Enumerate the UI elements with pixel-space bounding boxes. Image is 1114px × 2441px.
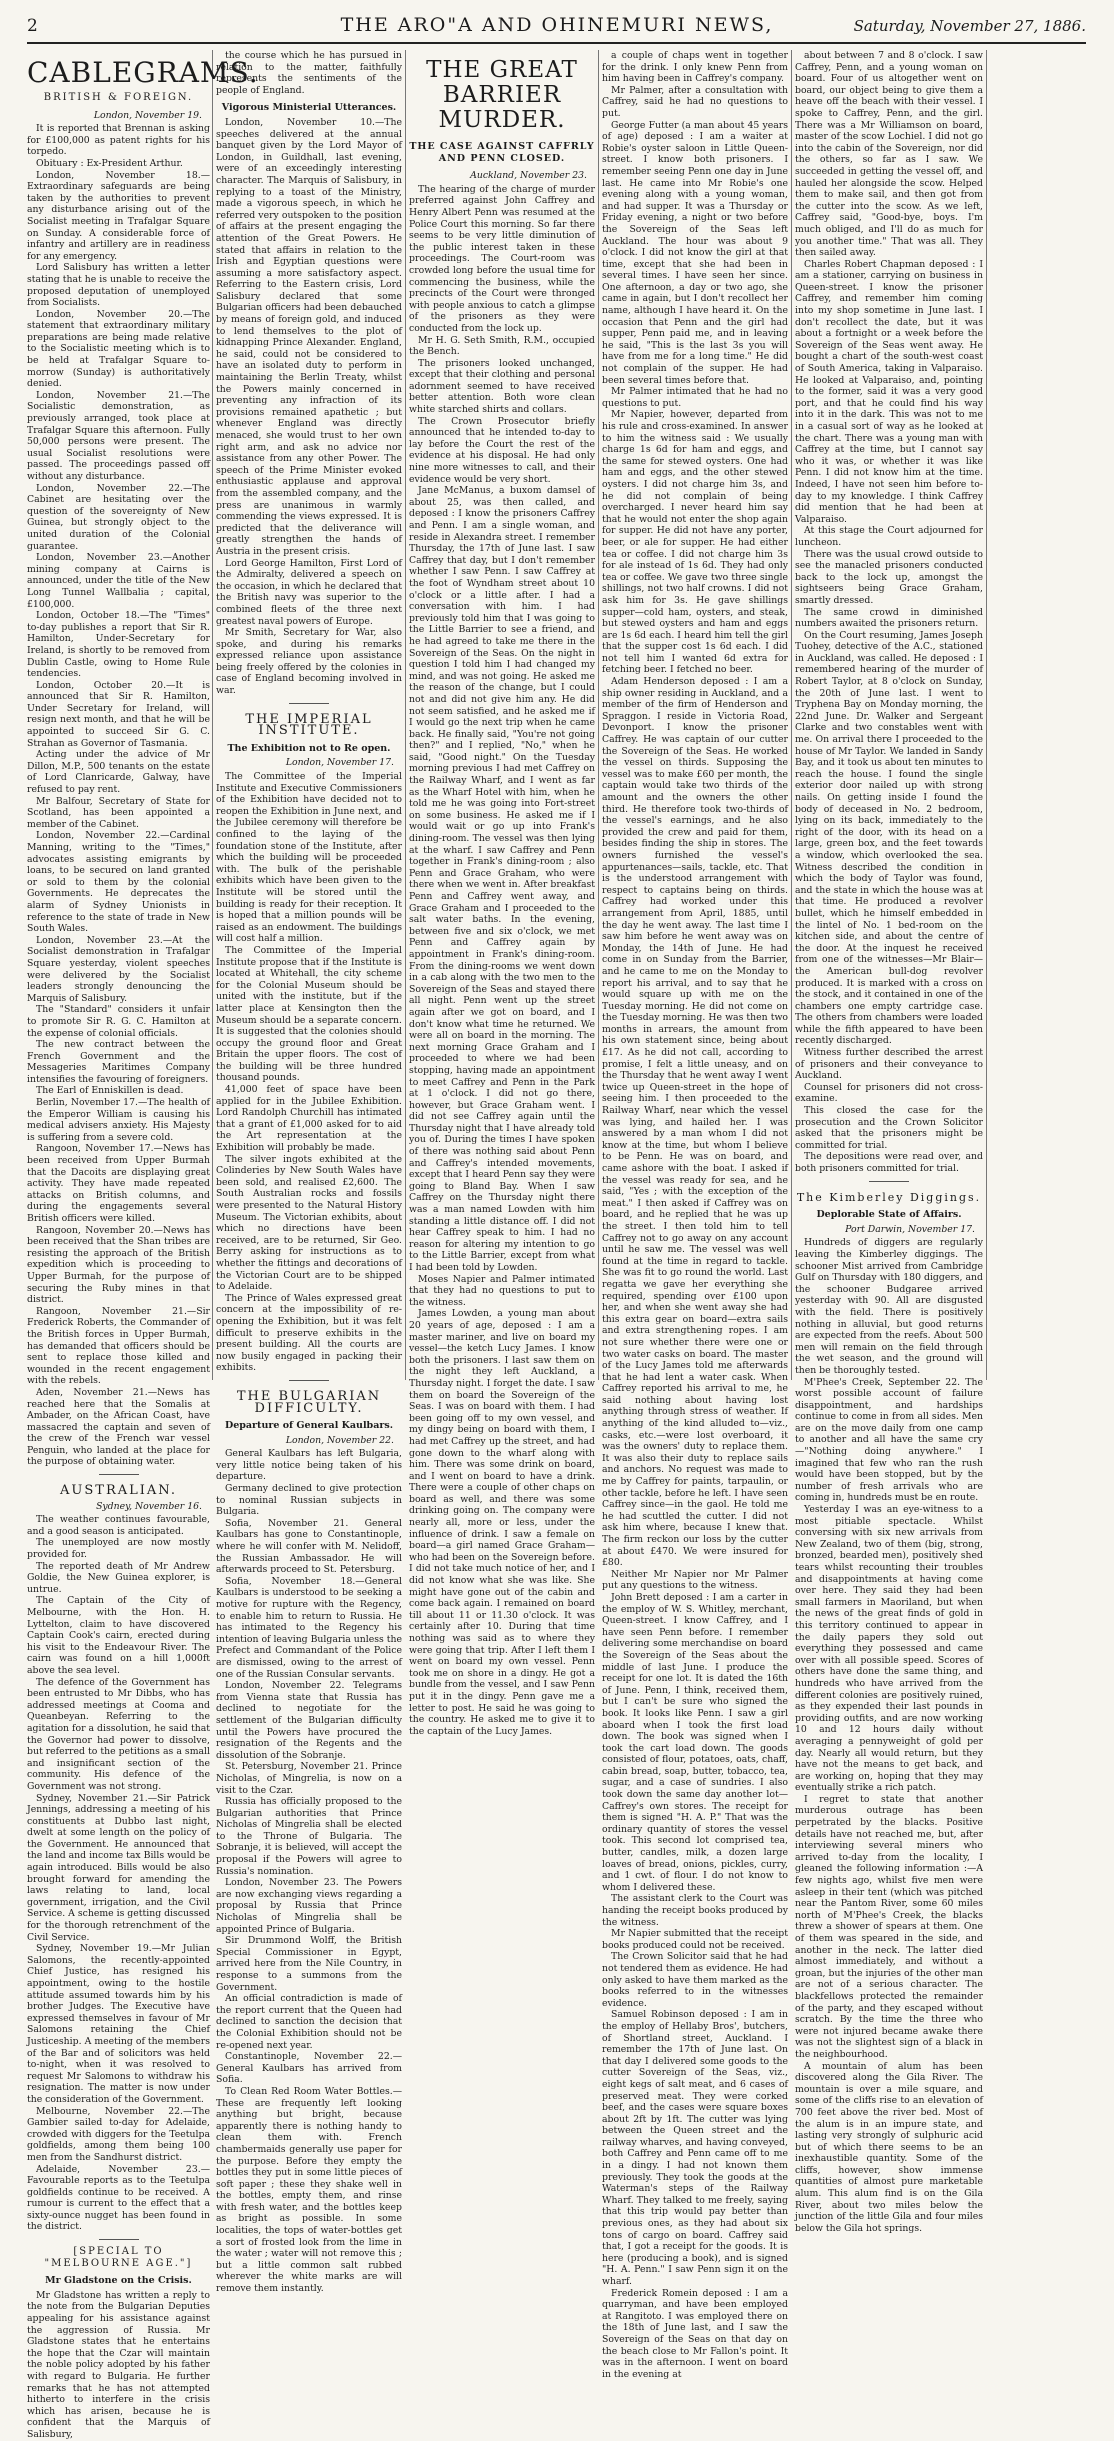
gladstone-heading: Mr Gladstone on the Crisis. <box>45 2275 192 2287</box>
dateline: London, November 19. <box>93 109 202 121</box>
column-2 <box>216 50 402 2295</box>
vigorous-heading: Vigorous Ministerial Utterances. <box>221 102 397 114</box>
paragraph: At this stage the Court adjourned for luncheon. <box>795 525 983 548</box>
bulgarian-heading: THE BULGARIAN DIFFICULTY. <box>236 1388 382 1416</box>
column-6-margin <box>990 50 1088 1380</box>
paragraph: London, November 20.—The statement that extraordinary military preparations are being made relative to the Socialistic meeting which is to be held at Trafalgar Square to-morrow (Sunday) is authoritatively denied. <box>27 308 210 390</box>
paragraph: Frederick Romein deposed : I am a quarryman, and have been employed at Rangitoto. I was employed there on the 18th of June last, and I saw the Sovereign of the Seas on that day on the beach close to Mr Fallon's point. It was in the afternoon. I went on board in the evening at <box>602 2287 788 2380</box>
paragraph: Mr Napier, however, departed from his rule and cross-examined. In answer to him the witness said : We usually charge 1s 6d for ham and eggs, and the same for stewed oysters. One had ham and eggs, and the other stewed oysters. I did not charge him 3s, and he did not complain of being overcharged. I never heard him say that he would not enter the shop again for supper. He did not have any porter, beer, or ale for supper. He had either tea or coffee. I did not charge him 3s for ale instead of 1s 6d. They had only tea or coffee. We gave two three single shillings, not two half crowns. I did not ask him for 3s. He gave shillings supper—cold ham, oysters, and steak, but stewed oysters and ham and eggs are 1s 6d each. I heard him tell the girl that the supper cost 1s 6d each. I did not tell him I wanted 6d extra for fetching beer. I fetched no beer. <box>602 409 788 676</box>
paragraph: London, November 21.—The Socialistic demonstration, as previously arranged, took place at Trafalgar Square this afternoon. Fully 50,000 persons were present. The usual Socialist resolutions were passed. The proceedings passed off without any disturbance. <box>27 389 210 482</box>
paragraph: Sofia, November 18.—General Kaulbars is understood to be seeking a motive for rupture with the Regency, to enable him to return to Russia. He has intimated to the Regency his intention of leaving Bulgaria unless the Prefect and Commandant of the Police are dismissed, owing to the arrest of one of the Russian Consular servants. <box>216 1575 402 1680</box>
masthead <box>0 0 1114 50</box>
cablegram-items <box>27 123 210 1468</box>
paragraph: The prisoners looked unchanged, except that their clothing and personal adornment seemed to have received better attention. Both wore clean white starched shirts and collars. <box>409 357 595 416</box>
column-5 <box>795 50 983 2234</box>
paragraph: General Kaulbars has left Bulgaria, very little notice being taken of his departure. <box>216 1448 402 1483</box>
paragraph: The Crown Prosecutor briefly announced that he intended to-day to lay before the Court the rest of the evidence at his disposal. He had only nine more witnesses to call, and their evidence would be very short. <box>409 415 595 485</box>
paragraph: Adam Henderson deposed : I am a ship owner residing in Auckland, and a member of the firm of Henderson and Spraggon. I reside in Victoria Road, Devonport. I know the prisoner Caffrey. He was captain of our cutter the Sovereign of the Seas. He worked the vessel on thirds. Supposing the vessel was to make £60 per month, the captain would take two thirds of the amount and the owners the other third. He therefore took two-thirds of the vessel's earnings, and he also provided the crew and paid for them, besides finding the ship in stores. The owners furnished the vessel's appurtenances—sails, tackle, etc. That is the understood arrangement with respect to captains being on thirds. Caffrey had worked under this arrangement from April, 1885, until the day he went away. The last time I saw him before he went away was on Monday, the 14th of June. He had come in on Sunday from the Barrier, and he came to me on the Monday to report his arrival, and to say that he would square up with me on the Tuesday morning. He did not come on the Tuesday morning. He was then two months in arrears, the amount from his own statement since, being about £17. As he did not call, according to promise, I felt a little uneasy, and on the Thursday that he went away I went twice up Queen-street in the hope of seeing him. I then proceeded to the Railway Wharf, near which the vessel was lying, and hailed her. I was answered by a man whom I did not know at the time, but whom I believe to be Penn. He was on board, and came ashore with the boat. I asked if the vessel was ready for sea, and he said, "Yes ; with the exception of the meat." I then asked if Caffrey was on board, and he replied that he was up the street. I then told him to tell Caffrey not to go away on any account until he saw me. The vessel was well found at the time in regard to tackle. She was fit to go round the world. Last regatta we gave her everything she required, spending over £100 upon her, and when she went away she had this extra gear on board—extra sails and extra strengthening ropes. I am not sure whether there were one or two water casks on board. The master of the Lucy James told me afterwards that he had lent a water cask. When Caffrey reported his arrival to me, he said nothing about having lost anything through stress of weather. If anything of the kind alluded to—viz., casks, etc.—were lost overboard, it was the owners' duty to replace them. It was also their duty to replace sails and anchors. No request was made to me by Caffrey for paints, tarpaulin, or other tackle, before he left. I have seen Caffrey since—in the gaol. He told me he had scuttled the cutter. I did not ask him where, because I knew that. The firm reckon our loss by the cutter at about £470. We were insured for £80. <box>602 676 788 1569</box>
paragraph: To Clean Red Room Water Bottles.—These are frequently left looking anything but bright, because apparently there is nothing handy to clean them with. French chambermaids generally use paper for the purpose. Before they empty the bottles they put in some little pieces of soft paper ; these they shake well in the bottles, empty them, and rinse with fresh water, and the bottles keep as bright as possible. In some localities, the tops of water-bottles get a sort of frosted look from the lime in the water ; water will not remove this ; but a little common salt rubbed wherever the white marks are will remove them instantly. <box>216 2085 402 2295</box>
paragraph: Mr Balfour, Secretary of State for Scotland, has been appointed a member of the Cabinet. <box>27 795 210 830</box>
kimberley-subheading: Deplorable State of Affairs. <box>816 1209 962 1221</box>
issue-date: Saturday, November 27, 1886. <box>853 17 1086 35</box>
vigorous-items <box>216 117 402 697</box>
murder-items <box>409 184 595 1738</box>
masthead-rule <box>27 42 1086 44</box>
column-rule <box>986 50 987 1380</box>
paragraph: Neither Mr Napier nor Mr Palmer put any questions to the witness. <box>602 1568 788 1592</box>
great-barrier-subheading: THE CASE AGAINST CAFFRLY AND PENN CLOSED. <box>409 141 595 164</box>
newspaper-title: THE ARO"A AND OHINEMURI NEWS, <box>340 14 774 36</box>
paragraph: London, November 22.—The Cabinet are hesitating over the question of the sovereignty of New Guinea, but strongly object to the united duration of the Colonial guarantee. <box>27 482 210 552</box>
paragraph: London, November 18.—Extraordinary safeguards are being taken by the authorities to prevent any disturbance arising out of the Socialist meeting in Trafalgar Square on Sunday. A considerable force of infantry and artillery are in readiness for any emergency. <box>27 169 210 262</box>
paragraph: Mr Smith, Secretary for War, also spoke, and during his remarks expressed reliance upon assistance being freely offered by the colonies in case of England becoming involved in war. <box>216 627 402 697</box>
paragraph: Yesterday I was an eye-witness to a most pitiable spectacle. Whilst conversing with six new arrivals from New Zealand, two of them (big, strong, bronzed, bearded men), positively shed tears whilst recounting their troubles and disappointments at having come over here. They said they had been small farmers in Maoriland, but when the news of the great finds of gold in this territory continued to appear in the daily papers they sold out everything they possessed and came over with all possible speed. Scores of others have done the same thing, and hundreds who have arrived from the different colonies are positively ruined, as they expended their last pounds in providing outfits, and are now working 10 and 12 hours daily without averaging a pennyweight of gold per day. Nearly all would return, but they have not the means to get back, and are working on, hoping that they may eventually strike a rich patch. <box>795 1504 983 1794</box>
paragraph: Sydney, November 19.—Mr Julian Salomons, the recently-appointed Chief Justice, has resigned his appointment, owing to the hostile attitude assumed towards him by his brother Judges. The Executive have expressed themselves in favour of Mr Salomons retaining the Chief Justiceship. A meeting of the members of the Bar and of solicitors was held to-night, when it was resolved to request Mr Salomons to withdraw his resignation. The matter is now under the consideration of the Government. <box>27 1943 210 2105</box>
gladstone-items <box>27 2290 210 2441</box>
paragraph: London, November 23. The Powers are now exchanging views regarding a proposal by Russia that Prince Nicholas of Mingrelia shall be appointed Prince of Bulgaria. <box>216 1877 402 1935</box>
paragraph: London, November 22.—Cardinal Manning, writing to the "Times," advocates assisting emigrants by loans, to be secured on land granted or sold to them by the colonial Governments. He deprecates the alarm of Sydney Unionists in reference to the state of trade in New South Wales. <box>27 830 210 935</box>
imperial-items <box>216 771 402 1374</box>
paragraph: London, November 10.—The speeches delivered at the annual banquet given by the Lord Mayor of London, in Guildhall, last evening, were of an exceedingly interesting character. The Marquis of Salisbury, in replying to a toast of the Ministry, made a vigorous speech, in which he referred very outspoken to the position of affairs at the present engaging the attention of the Great Powers. He stated that affairs in relation to the Irish and Egyptian questions were assuming a more satisfactory aspect. Referring to the Eastern crisis, Lord Salisbury declared that some Bulgarian officers had been debauched by means of foreign gold, and induced to lend themselves to the plot of kidnapping Prince Alexander. England, he said, could not be considered to have an isolated duty to perform in maintaining the Berlin Treaty, whilst the Powers mainly concerned in preventing any infraction of its provisions remained apathetic ; but whenever England was directly menaced, she would trust to her own right arm, and ask no advice nor assistance from any other Power. The speech of the Prime Minister evoked enthusiastic applause and approval from the assembled company, and the press are unanimous in warmly commending the views expressed. It is predicted that the deliverance will greatly strengthen the hands of Austria in the present crisis. <box>216 116 402 557</box>
bulgarian-subheading: Departure of General Kaulbars. <box>224 1420 394 1432</box>
paragraph: Hundreds of diggers are regularly leaving the Kimberley diggings. The schooner Mist arrived from Cambridge Gulf on Thursday with 180 diggers, and the schooner Budgaree arrived yesterday with 90. All are disgusted with the field. There is positively nothing in alluvial, but good returns are expected from the reefs. About 500 men will remain on the field through the wet season, and the ground will then be thoroughly tested. <box>795 1237 983 1376</box>
paragraph: James Lowden, a young man about 20 years of age, deposed : I am a master mariner, and live on board my vessel—the ketch Lucy James. I know both the prisoners. I last saw them on the night they left Auckland, a Thursday night. I forget the date. I saw them on board the Sovereign of the Seas. I was on board with them. I had been going off to my own vessel, and my dingy being on board with them, I had met Caffrey up the street, and had gone down to the wharf along with him. There was some drink on board, and I went on board to have a drink. There were a couple of other chaps on board as well, and there was some drinking going on. The company were nearly all, more or less, under the influence of drink. I saw a female on board—a girl named Grace Graham—who had been on the Sovereign before. I did not take much notice of her, and I did not know what she was like. She might have gone out of the cabin and come back again. I remained on board till about 11 or 11.30 o'clock. It was certainly after 10. During that time nothing was said as to where they were going that trip. After I left them I went on board my own vessel. Penn took me on shore in a dingy. He got a bundle from the vessel, and I saw Penn put it in the dingy. Penn gave me a letter to post. He said he was going to the country. He asked me to give it to the captain of the Lucy James. <box>409 1308 595 1737</box>
paragraph: Mr H. G. Seth Smith, R.M., occupied the Bench. <box>409 334 595 358</box>
column-3 <box>409 50 595 1737</box>
paragraph: It is reported that Brennan is asking for £100,000 as patent rights for his torpedo. <box>27 123 210 158</box>
imperial-subheading: The Exhibition not to Re open. <box>227 742 391 754</box>
paragraph: The reported death of Mr Andrew Goldie, the New Guinea explorer, is untrue. <box>27 1560 210 1595</box>
paragraph: The new contract between the French Government and the Messageries Maritimes Company intensifies the favouring of foreigners. <box>27 1039 210 1085</box>
paragraph: The silver ingots exhibited at the Colinderies by New South Wales have been sold, and realised £2,600. The South Australian rocks and fossils were presented to the Natural History Museum. The Victorian exhibits, about which no directions have been received, are to be returned, Sir Geo. Berry asking for instructions as to whether the fittings and decorations of the Victorian Court are to be shipped to Adelaide. <box>216 1153 402 1293</box>
paragraph: Berlin, November 17.—The health of the Emperor William is causing his medical advisers anxiety. His Majesty is suffering from a severe cold. <box>27 1097 210 1143</box>
paragraph: 41,000 feet of space have been applied for in the Jubilee Exhibition. Lord Randolph Churchill has intimated that a grant of £1,000 asked for to aid the Art representation at the Exhibition will probably be made. <box>216 1084 402 1154</box>
paragraph: Obituary : Ex-President Arthur. <box>36 157 183 169</box>
section-rule <box>289 703 329 704</box>
paragraph: Lord George Hamilton, First Lord of the Admiralty, delivered a speech on the occasion, in which he declared that the British navy was superior to the combined fleets of the three next greatest naval powers of Europe. <box>216 557 402 627</box>
dateline: London, November 17. <box>285 757 394 769</box>
continued-items <box>216 50 402 96</box>
paragraph: I regret to state that another murderous outrage has been perpetrated by the blacks. Positive details have not reached me, but, after interviewing several miners who arrived to-day from the locality, I gleaned the following information :—A few nights ago, whilst five men were asleep in their tent (which was pitched near the Pantom River, some 60 miles north of M'Phee's Creek, the blacks threw a shower of spears at them. One of them was speared in the side, and another in the neck. The latter died almost immediately, and without a groan, but the injuries of the other man are not of a serious character. The blackfellows protected the remainder of the party, and they escaped without scratch. By the time the three who were not injured became awake there was not the slightest sign of a black in the neighbourhood. <box>795 1793 983 2060</box>
paragraph: Moses Napier and Palmer intimated that they had no questions to put to the witness. <box>409 1273 595 1308</box>
paragraph: The unemployed are now mostly provided for. <box>27 1537 210 1561</box>
paragraph: The "Standard" considers it unfair to promote Sir R. G. C. Hamilton at the expense of colonial officials. <box>27 1004 210 1039</box>
paragraph: London, November 23.—At the Socialist demonstration in Trafalgar Square yesterday, violent speeches were delivered by the Socialist leaders strongly denouncing the Marquis of Salisbury. <box>27 934 210 1004</box>
paragraph: The Earl of Enniskillen is dead. <box>36 1085 184 1097</box>
paragraph: London, November 22. Telegrams from Vienna state that Russia has declined to negotiate for the settlement of the Bulgarian difficulty until the Powers have procured the resignation of the Regents and the dissolution of the Sobranje. <box>216 1680 402 1761</box>
paragraph: Jane McManus, a buxom damsel of about 25, was then called, and deposed : I know the prisoners Caffrey and Penn. I am a single woman, and reside in Alexandra street. I remember Thursday, the 17th of June last. I saw Caffrey that day, but I don't remember whether I saw Penn. I saw Caffrey at the foot of Wyndham street about 10 o'clock or a little after. I had a conversation with him. I had previously told him that I was going to the Little Barrier to see a friend, and he had agreed to take me there in the Sovereign of the Seas. On the night in question I told him I had changed my mind, and was not going. He asked me the reason of the change, but I could not and did not give him any. He did not seem satisfied, and he asked me if I would go the next trip when he came back. He finally said, "You're not going then?" and I replied, "No," when he said, "Good night." On the Tuesday morning previous I had met Caffrey on the Railway Wharf, and I went as far as the Wharf Hotel with him, when he told me he was going into Fort-street on some business. He asked me if I would wait or go up into Frank's dining-room. The vessel was then lying at the wharf. I saw Caffrey and Penn together in Frank's dining-room ; also Penn and Grace Graham, who were there when we went in. After breakfast Penn and Caffrey went away, and Grace Graham and I proceeded to the salt water baths. In the evening, between five and six o'clock, we met Penn and Caffrey again by appointment in Frank's dining-room. From the dining-rooms we went down in a cab along with the two men to the Sovereign of the Seas and stayed there all night. Penn went up the street again after we got on board, and I don't know what time he returned. We were all on board in the morning. The next morning Grace Graham and I proceeded to where we had been stopping, having made an appointment to meet Caffrey and Penn in the Park at 1 o'clock. I did not go there, however, but Grace Graham went. I did not see Caffrey again until the Thursday night that I have already told you of. During the times I have spoken of there was nothing said about Penn and Caffrey's intended movements, except that I heard Penn say they were going to Bland Bay. When I saw Caffrey on the Thursday night there was a man named Lowden with him standing a little distance off. I did not hear Caffrey speak to him. I had no reason for altering my intention to go to the Little Barrier, except from what I had been told by Lowden. <box>409 485 595 1273</box>
paragraph: The hearing of the charge of murder preferred against John Caffrey and Henry Albert Penn was resumed at the Police Court this morning. So far there seems to be very little diminution of the public interest taken in these proceedings. The Court-room was crowded long before the usual time for commencing the business, while the precincts of the Court were thronged with people anxious to catch a glimpse of the prisoners as they were conducted from the lock up. <box>409 183 595 334</box>
paragraph: The Committee of the Imperial Institute propose that if the Institute is located at Whitehall, the city scheme for the Colonial Museum should be united with the institute, but if the latter place at Kensington then the Museum should be a separate concern. It is suggested that the colonies should occupy the ground floor and Great Britain the upper floors. The cost of the building will be three hundred thousand pounds. <box>216 944 402 1084</box>
paragraph: Adelaide, November 23.—Favourable reports as to the Teetulpa goldfields continue to be received. A rumour is current to the effect that a sixty-ounce nugget has been found in the district. <box>27 2163 210 2233</box>
paragraph: London, October 20.—It is announced that Sir R. Hamilton, Under Secretary for Ireland, will resign next month, and that he will be appointed to succeed Sir G. C. Strahan as Governor of Tasmania. <box>27 679 210 749</box>
paragraph: George Futter (a man about 45 years of age) deposed : I am a waiter at Robie's oyster saloon in Little Queen-street. I know both prisoners. I remember seeing Penn one day in June last. He came into Mr Robie's one evening along with a young woman, and had supper. It was a Thursday or Friday evening, a night or two before the Sovereign of the Seas left Auckland. The hour was about 9 o'clock. I did not know the girl at that time, except that she had been in several times. I have seen her since. One afternoon, a day or two ago, she came in again, but I don't recollect her name, although I have heard it. On the occasion that Penn and the girl had supper, Penn paid me, and in leaving he said, "This is the last 3s you will have from me for a long time." He did not complain of the supper. He had been several times before that. <box>602 119 788 386</box>
paragraph: Acting under the advice of Mr Dillon, M.P., 500 tenants on the estate of Lord Clanricarde, Galway, have refused to pay rent. <box>27 749 210 796</box>
paragraph: Mr Napier submitted that the receipt books produced could not be received. <box>602 1928 788 1951</box>
paragraph: Lord Salisbury has written a letter stating that he is unable to receive the proposed deputation of unemployed from Socialists. <box>27 262 210 309</box>
paragraph: The Captain of the City of Melbourne, with the Hon. H. Lyttelton, claim to have discovered Captain Cook's cairn, erected during his visit to the Endeavour River. The cairn was found on a hill 1,000ft above the sea level. <box>27 1595 210 1676</box>
paragraph: The Committee of the Imperial Institute and Executive Commissioners of the Exhibition have decided not to reopen the Exhibition in June next, and the Jubilee ceremony will therefore be confined to the laying of the foundation stone of the Institute, after which the building will be proceeded with. The bulk of the perishable exhibits which have been given to the Institute will be stored until the building is ready for their reception. It is hoped that a million pounds will be raised as an endowment. The buildings will cost half a million. <box>216 771 402 945</box>
bulgarian-items <box>216 1448 402 2294</box>
column-1 <box>27 50 259 2440</box>
paragraph: On the Court resuming, James Joseph Tuohey, detective of the A.C., stationed in Auckland, was called. He deposed : I remembered hearing of the murder of Robert Taylor, at 8 o'clock on Sunday, the 20th of June last. I went to Tryphena Bay on Monday morning, the 22nd June. Dr. Walker and Sergeant Clarke and two constables went with me. On arrival there I proceeded to the house of Mr Taylor. We landed in Sandy Bay, and it took us about ten minutes to reach the house. I found the single exterior door nailed up with strong nails. On getting inside I found the body of deceased in No. 2 bedroom, lying on its back, immediately to the right of the door, with its head on a large, green box, and the feet towards a window, which overlooked the sea. Witness described the condition in which the body of Taylor was found, and the state in which the house was at that time. He produced a revolver bullet, which he himself embedded in the lintel of No. 1 bed-room on the kitchen side, and about the centre of the door. At the inquest he received from one of the witnesses—Mr Blair—the American bull-dog revolver produced. It is marked with a cross on the stock, and it contained in one of the chambers one empty cartridge case. The others from chambers were loaded while the fifth appeared to have been recently discharged. <box>795 629 983 1047</box>
paragraph: about between 7 and 8 o'clock. I saw Caffrey, Penn, and a young woman on board. Four of us altogether went on board, our object being to give them a heave off the beach with their vessel. I spoke to Caffrey, Penn, and the girl. There was a Mr Williamson on board, master of the scow Lochiel. I did not go into the cabin of the Sovereign, nor did the others, so far as I saw. We succeeded in getting the vessel off, and hauled her alongside the scow. Helped them to make sail, and then got from the cutter into the scow. As we left, Caffrey said, "Good-bye, boys. I'm much obliged, and I'll do as much for you another time." That was all. They then sailed away. <box>795 50 983 259</box>
paragraph: Sydney, November 21.—Sir Patrick Jennings, addressing a meeting of his constituents at Dubbo last night, dwelt at some length on the policy of the Government. He announced that the land and income tax Bills would be again introduced. Bills would be also brought forward for amending the laws relating to land, local government, irrigation, and the Civil Service. A scheme is getting discussed for the thorough retrenchment of the Civil Service. <box>27 1792 210 1943</box>
column-rule <box>598 50 599 1380</box>
paragraph: Rangoon, November 21.—Sir Frederick Roberts, the Commander of the British forces in Upper Burmah, has demanded that officers should be sent to replace those killed and wounded in the recent engagement with the rebels. <box>27 1305 210 1387</box>
paragraph: Charles Robert Chapman deposed : I am a stationer, carrying on business in Queen-street. I know the prisoner Caffrey, and remember him coming into my shop sometime in June last. I don't recollect the date, but it was about a fortnight or a week before the Sovereign of the Seas went away. He bought a chart of the south-west coast of South America, taking in Valparaiso. He looked at Valparaiso, and, pointing to the former, said it was a very good port, and that he could find his way into it in the dark. This was not to me in a casual sort of way as he looked at the chart. There was a young man with Caffrey at the time, but I cannot say who it was, or whether it was like Penn. I did not know him at the time. Indeed, I have not seen him before to-day to my knowledge. I think Caffrey did mention that he had been at Valparaiso. <box>795 258 983 525</box>
paragraph: The Prince of Wales expressed great concern at the impossibility of re-opening the Exhibition, but it was felt difficult to preserve exhibits in the present building. All the courts are now busily engaged in packing their exhibits. <box>216 1292 402 1374</box>
cablegrams-heading: CABLEGRAMS. <box>27 56 259 89</box>
dateline: London, November 22. <box>285 1434 394 1446</box>
section-rule <box>869 1181 909 1182</box>
special-label: [SPECIAL TO "MELBOURNE AGE."] <box>44 2246 193 2269</box>
murder-items-end <box>795 50 983 1175</box>
paragraph: Samuel Robinson deposed : I am in the employ of Hellaby Bros', butchers, of Shortland street, Auckland. I remember the 17th of June last. On that day I delivered some goods to the cutter Sovereign of the Seas, viz., eight kegs of salt meat, and 6 cases of preserved meat. They were corked beef, and the cases were square boxes about 2ft by 1ft. The cutter was lying between the Queen street and the railway wharves, and having conveyed, both Caffrey and Penn came off to me in a dingy. I had not known them previously. They took the goods at the Waterman's steps of the Railway Wharf. They talked to me freely, saying that this trip would pay better than previous ones, as they had about six tons of cargo on board. Caffrey said that, I got a receipt for the goods. It is here (producing a book), and is signed "H. A. Penn." I saw Penn sign it on the wharf. <box>602 2009 788 2287</box>
paragraph: Russia has officially proposed to the Bulgarian authorities that Prince Nicholas of Mingrelia shall be elected to the Throne of Bulgaria. The Sobranje, it is believed, will accept the proposal if the Powers will agree to Russia's nomination. <box>216 1796 402 1877</box>
section-rule <box>289 1380 329 1381</box>
paragraph: This closed the case for the prosecution and the Crown Solicitor asked that the prisoners might be committed for trial. <box>795 1105 983 1151</box>
paragraph: Sofia, November 21. General Kaulbars has gone to Constantinople, where he will confer with M. Nelidoff, the Russian Ambassador. He will afterwards proceed to St. Petersburg. <box>216 1517 402 1576</box>
paragraph: St. Petersburg, November 21. Prince Nicholas, of Mingrelia, is now on a visit to the Czar. <box>216 1761 402 1796</box>
paragraph: Germany declined to give protection to nominal Russian subjects in Bulgaria. <box>216 1483 402 1518</box>
paragraph: Witness further described the arrest of prisoners and their conveyance to Auckland. <box>795 1047 983 1082</box>
section-rule <box>99 1474 139 1475</box>
british-foreign-subheading: BRITISH & FOREIGN. <box>43 92 194 103</box>
paragraph: An official contradiction is made of the report current that the Queen had declined to sanction the decision that the Colonial Exhibition should not be re-opened next year. <box>216 1993 402 2051</box>
paragraph: The defence of the Government has been entrusted to Mr Dibbs, who has addressed meetings at Cooma and Queanbeyan. Referring to the agitation for a dissolution, he said that the Governor had power to dissolve, but referred to the petitions as a small and insignificant section of the community. His defence of the Government was not strong. <box>27 1676 210 1792</box>
column-4 <box>602 50 788 2380</box>
kimberley-items <box>795 1237 983 2234</box>
section-rule <box>99 2239 139 2240</box>
dateline: Sydney, November 16. <box>96 1500 202 1512</box>
kimberley-heading: The Kimberley Diggings. <box>796 1190 982 1204</box>
paragraph: Sir Drummond Wolff, the British Special Commissioner in Egypt, arrived here from the Nile Country, in response to a summons from the Government. <box>216 1935 402 1993</box>
paragraph: Aden, November 21.—News has reached here that the Somalis at Ambader, on the African Coast, have massacred the captain and seven of the crew of the French war vessel Penguin, who landed at the place for the purpose of obtaining water. <box>27 1386 210 1468</box>
paragraph: Mr Gladstone has written a reply to the note from the Bulgarian Deputies appealing for his assistance against the aggression of Russia. Mr Gladstone states that he entertains the hope that the Czar will maintain the noble policy adopted by his father with regard to Bulgaria. He further remarks that he has not attempted hitherto to interfere in the crisis which has arisen, because he is confident that the Marquis of Salisbury, <box>27 2289 210 2440</box>
dateline: Port Darwin, November 17. <box>845 1223 975 1235</box>
australian-items <box>27 1514 210 2233</box>
great-barrier-heading: THE GREAT BARRIER MURDER. <box>426 57 578 133</box>
paragraph: Rangoon, November 20.—News has been received that the Shan tribes are resisting the approach of the British expedition which is proceeding to Upper Burmah, for the purpose of securing the Ruby mines in that district. <box>27 1224 210 1306</box>
paragraph: Counsel for prisoners did not cross-examine. <box>795 1081 983 1105</box>
paragraph: A mountain of alum has been discovered along the Gila River. The mountain is over a mile square, and some of the cliffs rise to an elevation of 700 feet above the river bed. Most of the alum is in an impure state, and lasting very strongly of sulphuric acid but of which there seems to be an inexhaustible quantity. Some of the cliffs, however, show immense quantities of almost pure marketable alum. This alum find is on the Gila River, about two miles below the junction of the little Gila and four miles below the Gila hot springs. <box>795 2060 983 2234</box>
paragraph: John Brett deposed : I am a carter in the employ of W. S. Whitley, merchant, Queen-street. I know Caffrey, and I have seen Penn before. I remember delivering some merchandise on board the Sovereign of the Seas about the middle of last June. I produce the receipt for one lot. It is dated the 16th of June. Penn, I think, received them, but I can't be sure who signed the book. It looks like Penn. I saw a girl aboard when I took the first load down. The book was signed when I took the cart load down. The goods consisted of flour, potatoes, oats, chaff, cabin bread, soap, butter, tobacco, tea, sugar, and a case of sundries. I also took down the same day another lot—Caffrey's own stores. The receipt for them is signed "H. A. P." That was the ordinary quantity of stores the vessel took. This second lot comprised tea, butter, candles, milk, a dozen large loaves of bread, onions, pickles, curry, and 1 cwt. of flour. I do not know to whom I delivered these. <box>602 1591 788 1893</box>
page-number: 2 <box>27 16 38 36</box>
paragraph: The Crown Solicitor said that he had not tendered them as evidence. He had only asked to have them marked as the books referred to in the witnesses evidence. <box>602 1951 788 2009</box>
paragraph: M'Phee's Creek, September 22. The worst possible account of failure disappointment, and hardships continue to come in from all sides. Men are on the move daily from one camp to another and all have the same cry—"Nothing doing anywhere." I imagined that few who ran the rush would have been stopped, but by the number of fresh arrivals who are coming in, hundreds must be en route. <box>795 1376 983 1504</box>
australian-heading: AUSTRALIAN. <box>60 1483 177 1499</box>
paragraph: The depositions were read over, and both prisoners committed for trial. <box>795 1151 983 1174</box>
column-rule <box>405 50 406 1380</box>
murder-items-cont <box>602 50 788 2380</box>
paragraph: The assistant clerk to the Court was handing the receipt books produced by the witness. <box>602 1893 788 1928</box>
paragraph: The weather continues favourable, and a good season is anticipated. <box>27 1514 210 1537</box>
paragraph: The same crowd in diminished numbers awaited the prisoners return. <box>795 606 983 630</box>
paragraph: Mr Palmer, after a consultation with Caffrey, said he had no questions to put. <box>602 84 788 119</box>
paragraph: Melbourne, November 22.—The Gambier sailed to-day for Adelaide, crowded with diggers for the Teetulpa goldfields, among them being 100 men from the Sandhurst district. <box>27 2105 210 2163</box>
imperial-heading: THE IMPERIAL INSTITUTE. <box>245 711 373 739</box>
paragraph: a couple of chaps went in together for the drink. I only knew Penn from him having been in Caffrey's company. <box>602 50 788 85</box>
paragraph: There was the usual crowd outside to see the manacled prisoners conducted back to the lock up, amongst the sightseers being Grace Graham, smartly dressed. <box>795 548 983 606</box>
dateline: Auckland, November 23. <box>470 170 587 182</box>
paragraph: London, November 23.—Another mining company at Cairns is announced, under the title of the New Long Tunnel Wallbalia ; capital, £100,000. <box>27 552 210 610</box>
column-rule <box>791 50 792 1380</box>
paragraph: Mr Palmer intimated that he had no questions to put. <box>602 386 788 409</box>
paragraph: Constantinople, November 22.—General Kaulbars has arrived from Sofia. <box>216 2051 402 2086</box>
paragraph: London, October 18.—The "Times" to-day publishes a report that Sir R. Hamilton, Under-Secretary for Ireland, is shortly to be removed from Dublin Castle, owing to Home Rule tendencies. <box>27 610 210 680</box>
paragraph: the course which he has pursued in relation to the matter, faithfully represents the sentiments of the people of England. <box>216 50 402 96</box>
column-rule <box>212 50 213 1380</box>
paragraph: Rangoon, November 17.—News has been received from Upper Burmah that the Dacoits are displaying great activity. They have made repeated attacks on British columns, and during the engagements several British officers were killed. <box>27 1143 210 1224</box>
